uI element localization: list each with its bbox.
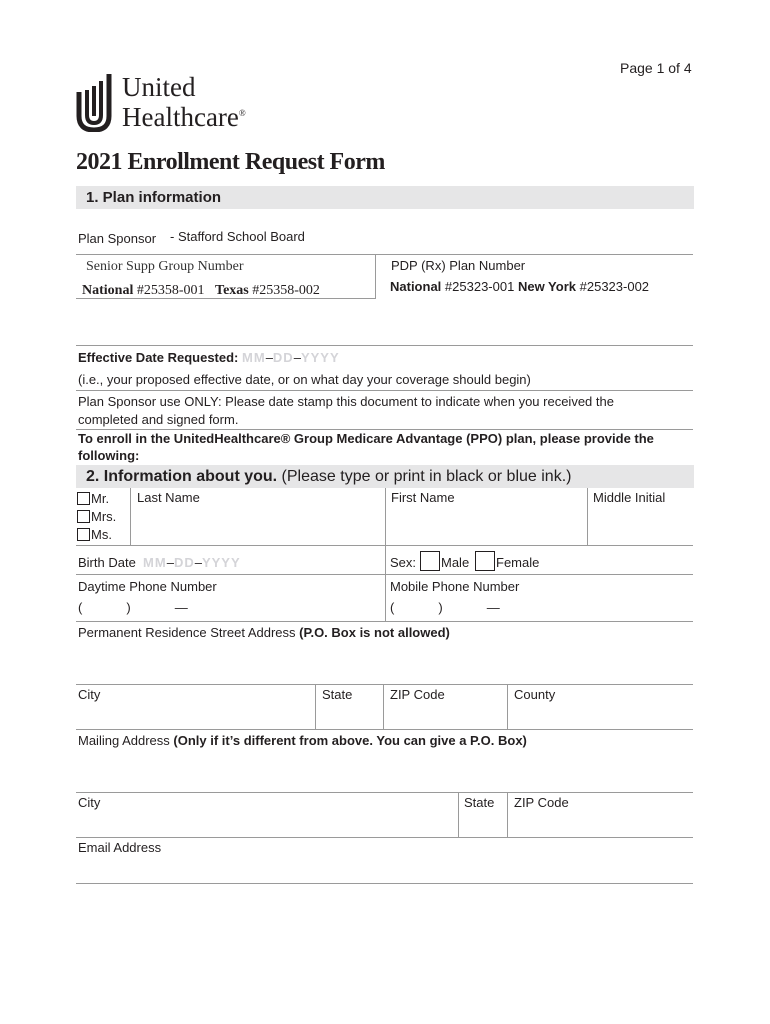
- rule: [76, 883, 693, 884]
- daytime-phone-field[interactable]: ( ) —: [78, 600, 188, 615]
- pdp-plan-label: PDP (Rx) Plan Number: [391, 258, 526, 273]
- first-name-field[interactable]: First Name: [391, 490, 455, 505]
- title-ms-label: Ms.: [91, 527, 112, 542]
- divider: [130, 488, 131, 545]
- residence-state-field[interactable]: State: [322, 687, 353, 702]
- group-number-value: National #25358-001 Texas #25358-002: [82, 283, 320, 298]
- divider: [507, 684, 508, 729]
- mailing-state-field[interactable]: State: [464, 795, 495, 810]
- sex-label: Sex:: [390, 555, 417, 570]
- divider: [507, 792, 508, 837]
- rule: [76, 345, 693, 346]
- rule: [76, 574, 693, 575]
- birth-date-field[interactable]: Birth Date MM–DD–YYYY: [78, 555, 241, 570]
- pdp-plan-value: National #25323-001 New York #25323-002: [390, 279, 650, 294]
- rule: [76, 837, 693, 838]
- rule: [76, 429, 693, 430]
- residence-address-field[interactable]: Permanent Residence Street Address (P.O. Box is not allowed): [78, 625, 450, 640]
- section-1-header: 1. Plan information: [86, 189, 222, 206]
- sex-female-label: Female: [496, 555, 540, 570]
- title-mr-checkbox[interactable]: [77, 492, 90, 505]
- mobile-phone-label: Mobile Phone Number: [390, 579, 520, 594]
- plan-sponsor-value[interactable]: - Stafford School Board: [170, 229, 305, 244]
- middle-initial-field[interactable]: Middle Initial: [593, 490, 666, 505]
- residence-zip-field[interactable]: ZIP Code: [390, 687, 445, 702]
- divider: [383, 684, 384, 729]
- logo-united: United: [122, 72, 196, 102]
- rule: [76, 390, 693, 391]
- residence-county-field[interactable]: County: [514, 687, 556, 702]
- mailing-address-field[interactable]: Mailing Address (Only if it’s different from above. You can give a P.O. Box): [78, 733, 527, 748]
- sex-male-label: Male: [441, 555, 470, 570]
- mailing-zip-field[interactable]: ZIP Code: [514, 795, 569, 810]
- sex-male-checkbox[interactable]: [420, 551, 440, 571]
- rule: [76, 684, 693, 685]
- rule: [76, 621, 693, 622]
- sponsor-note-line2: completed and signed form.: [78, 412, 239, 427]
- mobile-phone-field[interactable]: ( ) —: [390, 600, 500, 615]
- divider: [385, 488, 386, 545]
- title-mrs-checkbox[interactable]: [77, 510, 90, 523]
- last-name-field[interactable]: Last Name: [137, 490, 200, 505]
- logo-healthcare: Healthcare®: [122, 102, 246, 132]
- title-mrs-label: Mrs.: [91, 509, 117, 524]
- sex-female-checkbox[interactable]: [475, 551, 495, 571]
- plan-sponsor-label: Plan Sponsor: [78, 231, 157, 246]
- daytime-phone-label: Daytime Phone Number: [78, 579, 217, 594]
- enroll-instructions-line1: To enroll in the UnitedHealthcare® Group Medicare Advantage (PPO) plan, please provide the: [78, 431, 654, 446]
- unitedhealthcare-logo: [76, 72, 276, 136]
- mailing-city-field[interactable]: City: [78, 795, 101, 810]
- divider: [315, 684, 316, 729]
- email-address-field[interactable]: Email Address: [78, 840, 162, 855]
- page-number: Page 1 of 4: [620, 60, 692, 76]
- group-number-label: Senior Supp Group Number: [86, 259, 244, 274]
- divider: [385, 545, 386, 621]
- residence-city-field[interactable]: City: [78, 687, 101, 702]
- divider: [375, 254, 376, 298]
- enroll-instructions-line2: following:: [78, 448, 140, 463]
- rule: [76, 792, 693, 793]
- title-ms-checkbox[interactable]: [77, 528, 90, 541]
- effective-date-note: (i.e., your proposed effective date, or on what day your coverage should begin): [78, 372, 531, 387]
- rule: [76, 729, 693, 730]
- section-2-header: 2. Information about you. (Please type or print in black or blue ink.): [86, 468, 572, 485]
- form-title: 2021 Enrollment Request Form: [76, 149, 385, 175]
- divider: [587, 488, 588, 545]
- uhc-shield-icon: [76, 72, 112, 132]
- divider: [458, 792, 459, 837]
- effective-date-row[interactable]: Effective Date Requested: MM–DD–YYYY: [78, 350, 340, 365]
- sponsor-note-line1: Plan Sponsor use ONLY: Please date stamp this document to indicate when you received the: [78, 394, 614, 409]
- rule: [76, 254, 693, 255]
- title-mr-label: Mr.: [91, 491, 110, 506]
